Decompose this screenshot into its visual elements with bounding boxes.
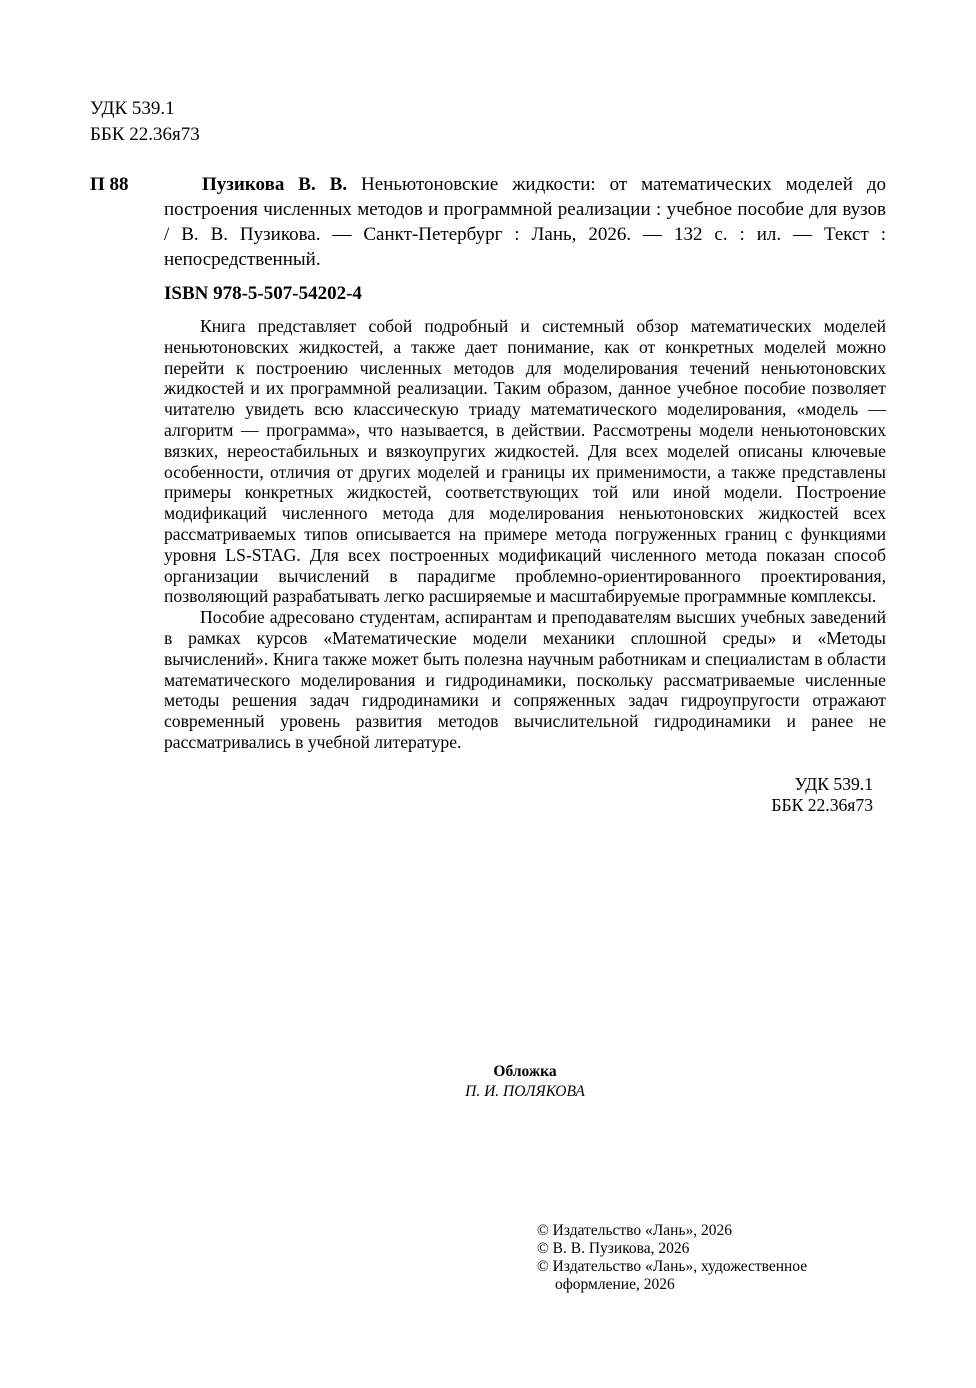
cover-credit xyxy=(300,1062,750,1102)
copyright-line: © Издательство «Лань», художественное оформление, 2026 xyxy=(537,1258,808,1293)
author-name: Пузикова В. В. xyxy=(202,174,348,195)
cutter-code: П 88 xyxy=(90,174,129,195)
annotation-paragraph: Пособие адресовано студентам, аспирантам и преподавателям высших учебных заведений в рамках курсов «Математические модели механики сплошной среды» и «Методы вычислений». Книга также может быть полезна научным работникам и специалистам в области математического моделирования и гидродинамики, поскольку рассматриваемые численные методы решения задач гидродинамики и сопряженных задач гидроупругости отражают современный уровень развития методов вычислительной гидродинамики и ранее не рассматривались в учебной литературе. xyxy=(164,607,886,752)
bottom-classification-codes xyxy=(680,774,873,816)
isbn: ISBN 978-5-507-54202-4 xyxy=(164,283,362,304)
top-classification-codes xyxy=(90,96,200,148)
annotation-paragraph: Книга представляет собой подробный и системный обзор математических моделей неньютоновских жидкостей, а также дает понимание, как от конкретных моделей можно перейти к построению численных методов для моделирования течений неньютоновских жидкостей и их программной реализации. Таким образом, данное учебное пособие позволяет читателю увидеть всю классическую триаду математического моделирования, «модель — алгоритм — программа», что называется, в действии. Рассмотрены модели неньютоновских вязких, нереостабильных и вязкоупругих жидкостей. Для всех моделей описаны ключевые особенности, отличия от других моделей и границы их применимости, а также представлены примеры конкретных жидкостей, соответствующих той или иной модели. Построение модификаций численного метода для моделирования неньютоновских жидкостей всех рассматриваемых типов описывается на примере метода погруженных границ с функциями уровня LS-STAG. Для всех построенных модификаций численного метода показан способ организации вычислений в парадигме проблемно-ориентированного проектирования, позволяющий разрабатывать легко расширяемые и масштабируемые программные комплексы. xyxy=(164,316,886,607)
udk-code: УДК 539.1 xyxy=(90,98,175,119)
bbk-code: ББК 22.36я73 xyxy=(90,124,200,145)
bbk-code: ББК 22.36я73 xyxy=(771,795,873,815)
copyright-line: © Издательство «Лань», 2026 xyxy=(537,1222,733,1239)
cover-label: Обложка xyxy=(493,1063,557,1080)
copyright-line: © В. В. Пузикова, 2026 xyxy=(537,1240,690,1257)
copyright-block xyxy=(537,1222,867,1294)
udk-code: УДК 539.1 xyxy=(794,774,873,794)
annotation xyxy=(164,316,886,753)
cover-designer: П. И. ПОЛЯКОВА xyxy=(465,1083,585,1100)
bibliographic-record xyxy=(164,172,886,272)
bibliographic-description: Неньютоновские жидкости: от математических моделей до построения численных методов и программной реализации : учебное пособие для вузов / В. В. Пузикова. — Санкт-Петербург : Лань, 2026. — 132 с. : ил. — Текст : непосредственный. xyxy=(164,174,886,270)
